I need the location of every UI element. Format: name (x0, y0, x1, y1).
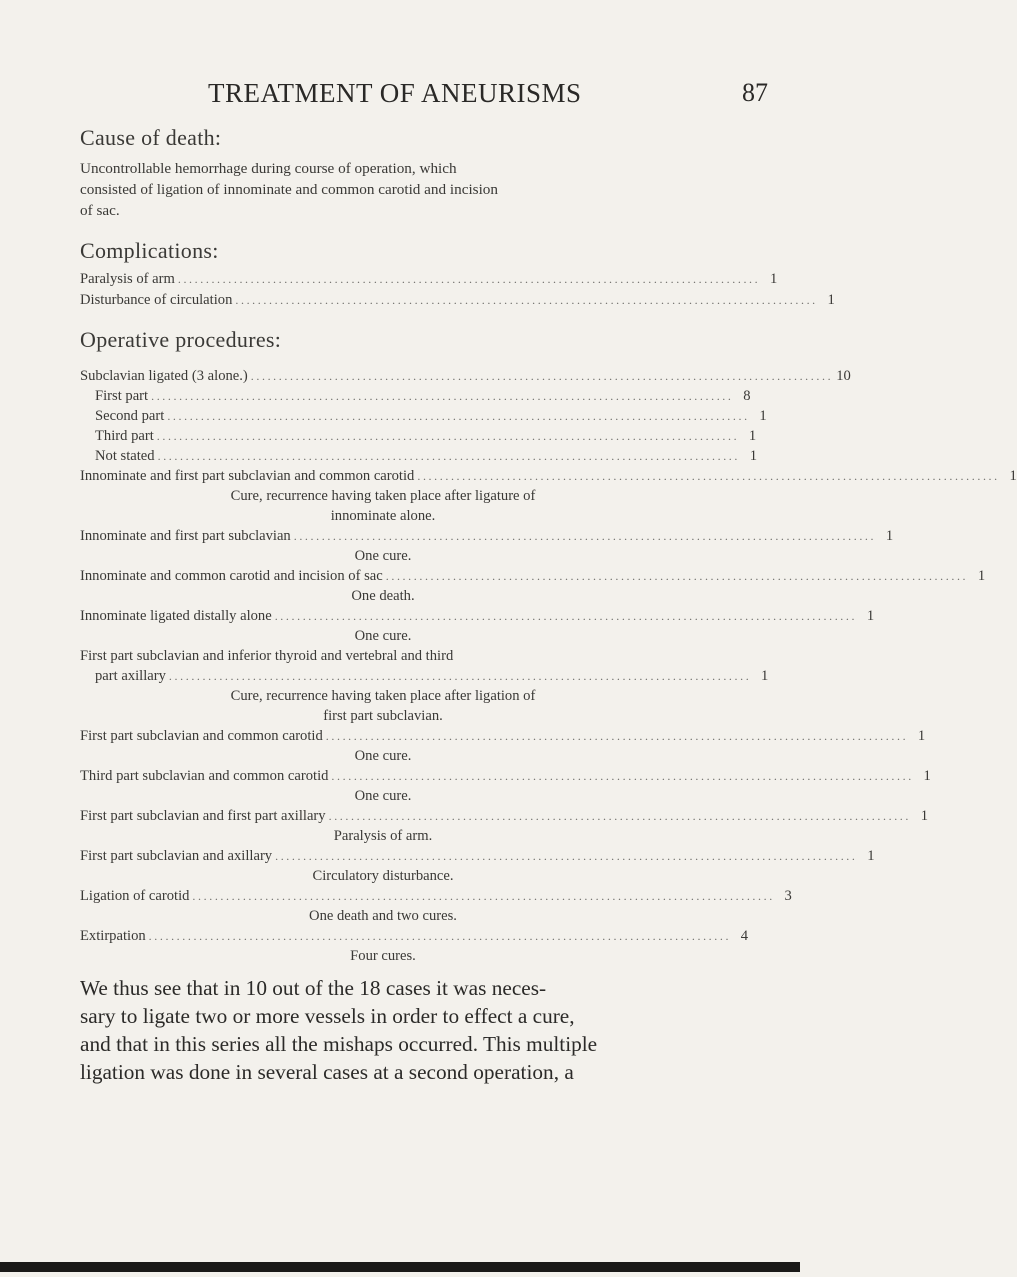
procedure-entry (80, 366, 851, 386)
page-number: 87 (742, 78, 768, 107)
entry-label: part axillary (95, 668, 166, 684)
entry-label: Third part (95, 428, 154, 444)
entry-label: First part subclavian and axillary (80, 848, 273, 864)
running-head (0, 78, 800, 118)
cause-line: Uncontrollable hemorrhage during course of operation, which (80, 160, 457, 177)
scan-edge-bar (0, 1262, 800, 1272)
procedure-entry (80, 566, 986, 586)
entry-label: First part subclavian and first part axillary (80, 808, 326, 824)
procedure-entry (95, 406, 767, 426)
entry-label: Paralysis of arm (80, 271, 175, 287)
entry-count: 1 (866, 608, 875, 624)
procedure-note: One cure. (354, 548, 412, 564)
leader-dots: ........................................................................................................ (192, 889, 775, 903)
complication-entry (80, 269, 778, 289)
procedure-note: Cure, recurrence having taken place after ligation of (230, 688, 536, 704)
procedure-entry-text (80, 646, 686, 666)
procedure-entry (80, 726, 926, 746)
procedure-note: Four cures. (350, 948, 416, 964)
body-line: ligation was done in several cases at a second operation, a (80, 1060, 574, 1084)
procedure-entry (80, 806, 928, 826)
entry-count: 1 (748, 428, 757, 444)
procedure-entry (80, 466, 1017, 486)
entry-count: 4 (740, 928, 749, 944)
entry-label: Innominate and common carotid and incision of sac (80, 568, 383, 584)
entry-label: Innominate and first part subclavian (80, 528, 291, 544)
cause-line: of sac. (80, 202, 120, 219)
leader-dots: ........................................................................................................ (385, 569, 969, 583)
leader-dots: ........................................................................................................ (177, 272, 761, 286)
entry-count: 1 (885, 528, 894, 544)
procedure-note: One cure. (354, 748, 412, 764)
procedure-note: One death and two cures. (309, 908, 457, 924)
leader-dots: ........................................................................................................ (167, 409, 750, 423)
complications-heading: Complications: (80, 238, 219, 263)
leader-dots: ........................................................................................................ (417, 469, 1000, 483)
leader-dots: ........................................................................................................ (293, 529, 877, 543)
leader-dots: ........................................................................................................ (168, 669, 752, 683)
entry-label: First part subclavian and common carotid (80, 728, 323, 744)
procedure-entry (80, 766, 931, 786)
entry-label: First part (95, 388, 149, 404)
entry-label: First part subclavian and inferior thyroid and vertebral and third (80, 648, 454, 664)
entry-label: Disturbance of circulation (80, 292, 233, 308)
entry-count: 1 (977, 568, 986, 584)
body-line: We thus see that in 10 out of the 18 cases it was neces- (80, 976, 547, 1000)
running-title: TREATMENT OF ANEURISMS (208, 78, 582, 108)
entry-label: Extirpation (80, 928, 146, 944)
entry-count: 1 (917, 728, 926, 744)
procedure-entry (80, 846, 875, 866)
entry-count: 1 (867, 848, 875, 864)
leader-dots: ........................................................................................................ (325, 729, 909, 743)
procedure-note: innominate alone. (330, 508, 436, 524)
cause-of-death-heading: Cause of death: (80, 125, 222, 150)
entry-count: 1 (761, 668, 769, 684)
entry-count: 1 (1009, 468, 1017, 484)
procedure-note: One death. (351, 588, 415, 604)
procedure-note: One cure. (354, 788, 412, 804)
entry-label: Third part subclavian and common carotid (80, 768, 329, 784)
procedure-entry (95, 426, 757, 446)
procedure-note: first part subclavian. (323, 708, 443, 724)
entry-count: 1 (769, 271, 778, 287)
procedure-note: Cure, recurrence having taken place after ligature of (230, 488, 536, 504)
entry-label: Subclavian ligated (3 alone.) (80, 368, 248, 384)
procedure-entry (95, 446, 757, 466)
entry-count: 1 (827, 292, 835, 308)
procedure-note: One cure. (354, 628, 412, 644)
procedure-entry (80, 526, 894, 546)
leader-dots: ........................................................................................................ (331, 769, 914, 783)
entry-count: 1 (920, 808, 928, 824)
leader-dots: ........................................................................................................ (250, 369, 834, 383)
leader-dots: ........................................................................................................ (275, 849, 858, 863)
entry-count: 10 (836, 368, 851, 384)
entry-label: Innominate and first part subclavian and common carotid (80, 468, 415, 484)
procedure-entry (80, 926, 749, 946)
procedure-entry (80, 886, 792, 906)
complication-entry (80, 290, 835, 310)
procedure-note: Paralysis of arm. (333, 828, 433, 844)
entry-label: Not stated (95, 448, 155, 464)
entry-label: Ligation of carotid (80, 888, 190, 904)
operative-procedures-heading: Operative procedures: (80, 327, 282, 352)
leader-dots: ........................................................................................................ (274, 609, 858, 623)
entry-count: 1 (759, 408, 767, 424)
leader-dots: ........................................................................................................ (151, 389, 734, 403)
entry-count: 8 (743, 388, 751, 404)
body-line: and that in this series all the mishaps occurred. This multiple (80, 1032, 598, 1056)
procedure-note: Circulatory disturbance. (312, 868, 454, 884)
procedure-entry (95, 666, 769, 686)
leader-dots: ........................................................................................................ (148, 929, 732, 943)
procedure-entry (80, 606, 875, 626)
leader-dots: ........................................................................................................ (235, 293, 818, 307)
leader-dots: ........................................................................................................ (157, 449, 740, 463)
procedure-entry (95, 386, 751, 406)
entry-count: 3 (784, 888, 792, 904)
leader-dots: ........................................................................................................ (156, 429, 740, 443)
cause-line: consisted of ligation of innominate and common carotid and incision (80, 181, 498, 198)
entry-label: Innominate ligated distally alone (80, 608, 272, 624)
entry-label: Second part (95, 408, 165, 424)
body-line: sary to ligate two or more vessels in order to effect a cure, (80, 1004, 575, 1028)
entry-count: 1 (923, 768, 931, 784)
entry-count: 1 (749, 448, 757, 464)
leader-dots: ........................................................................................................ (328, 809, 911, 823)
